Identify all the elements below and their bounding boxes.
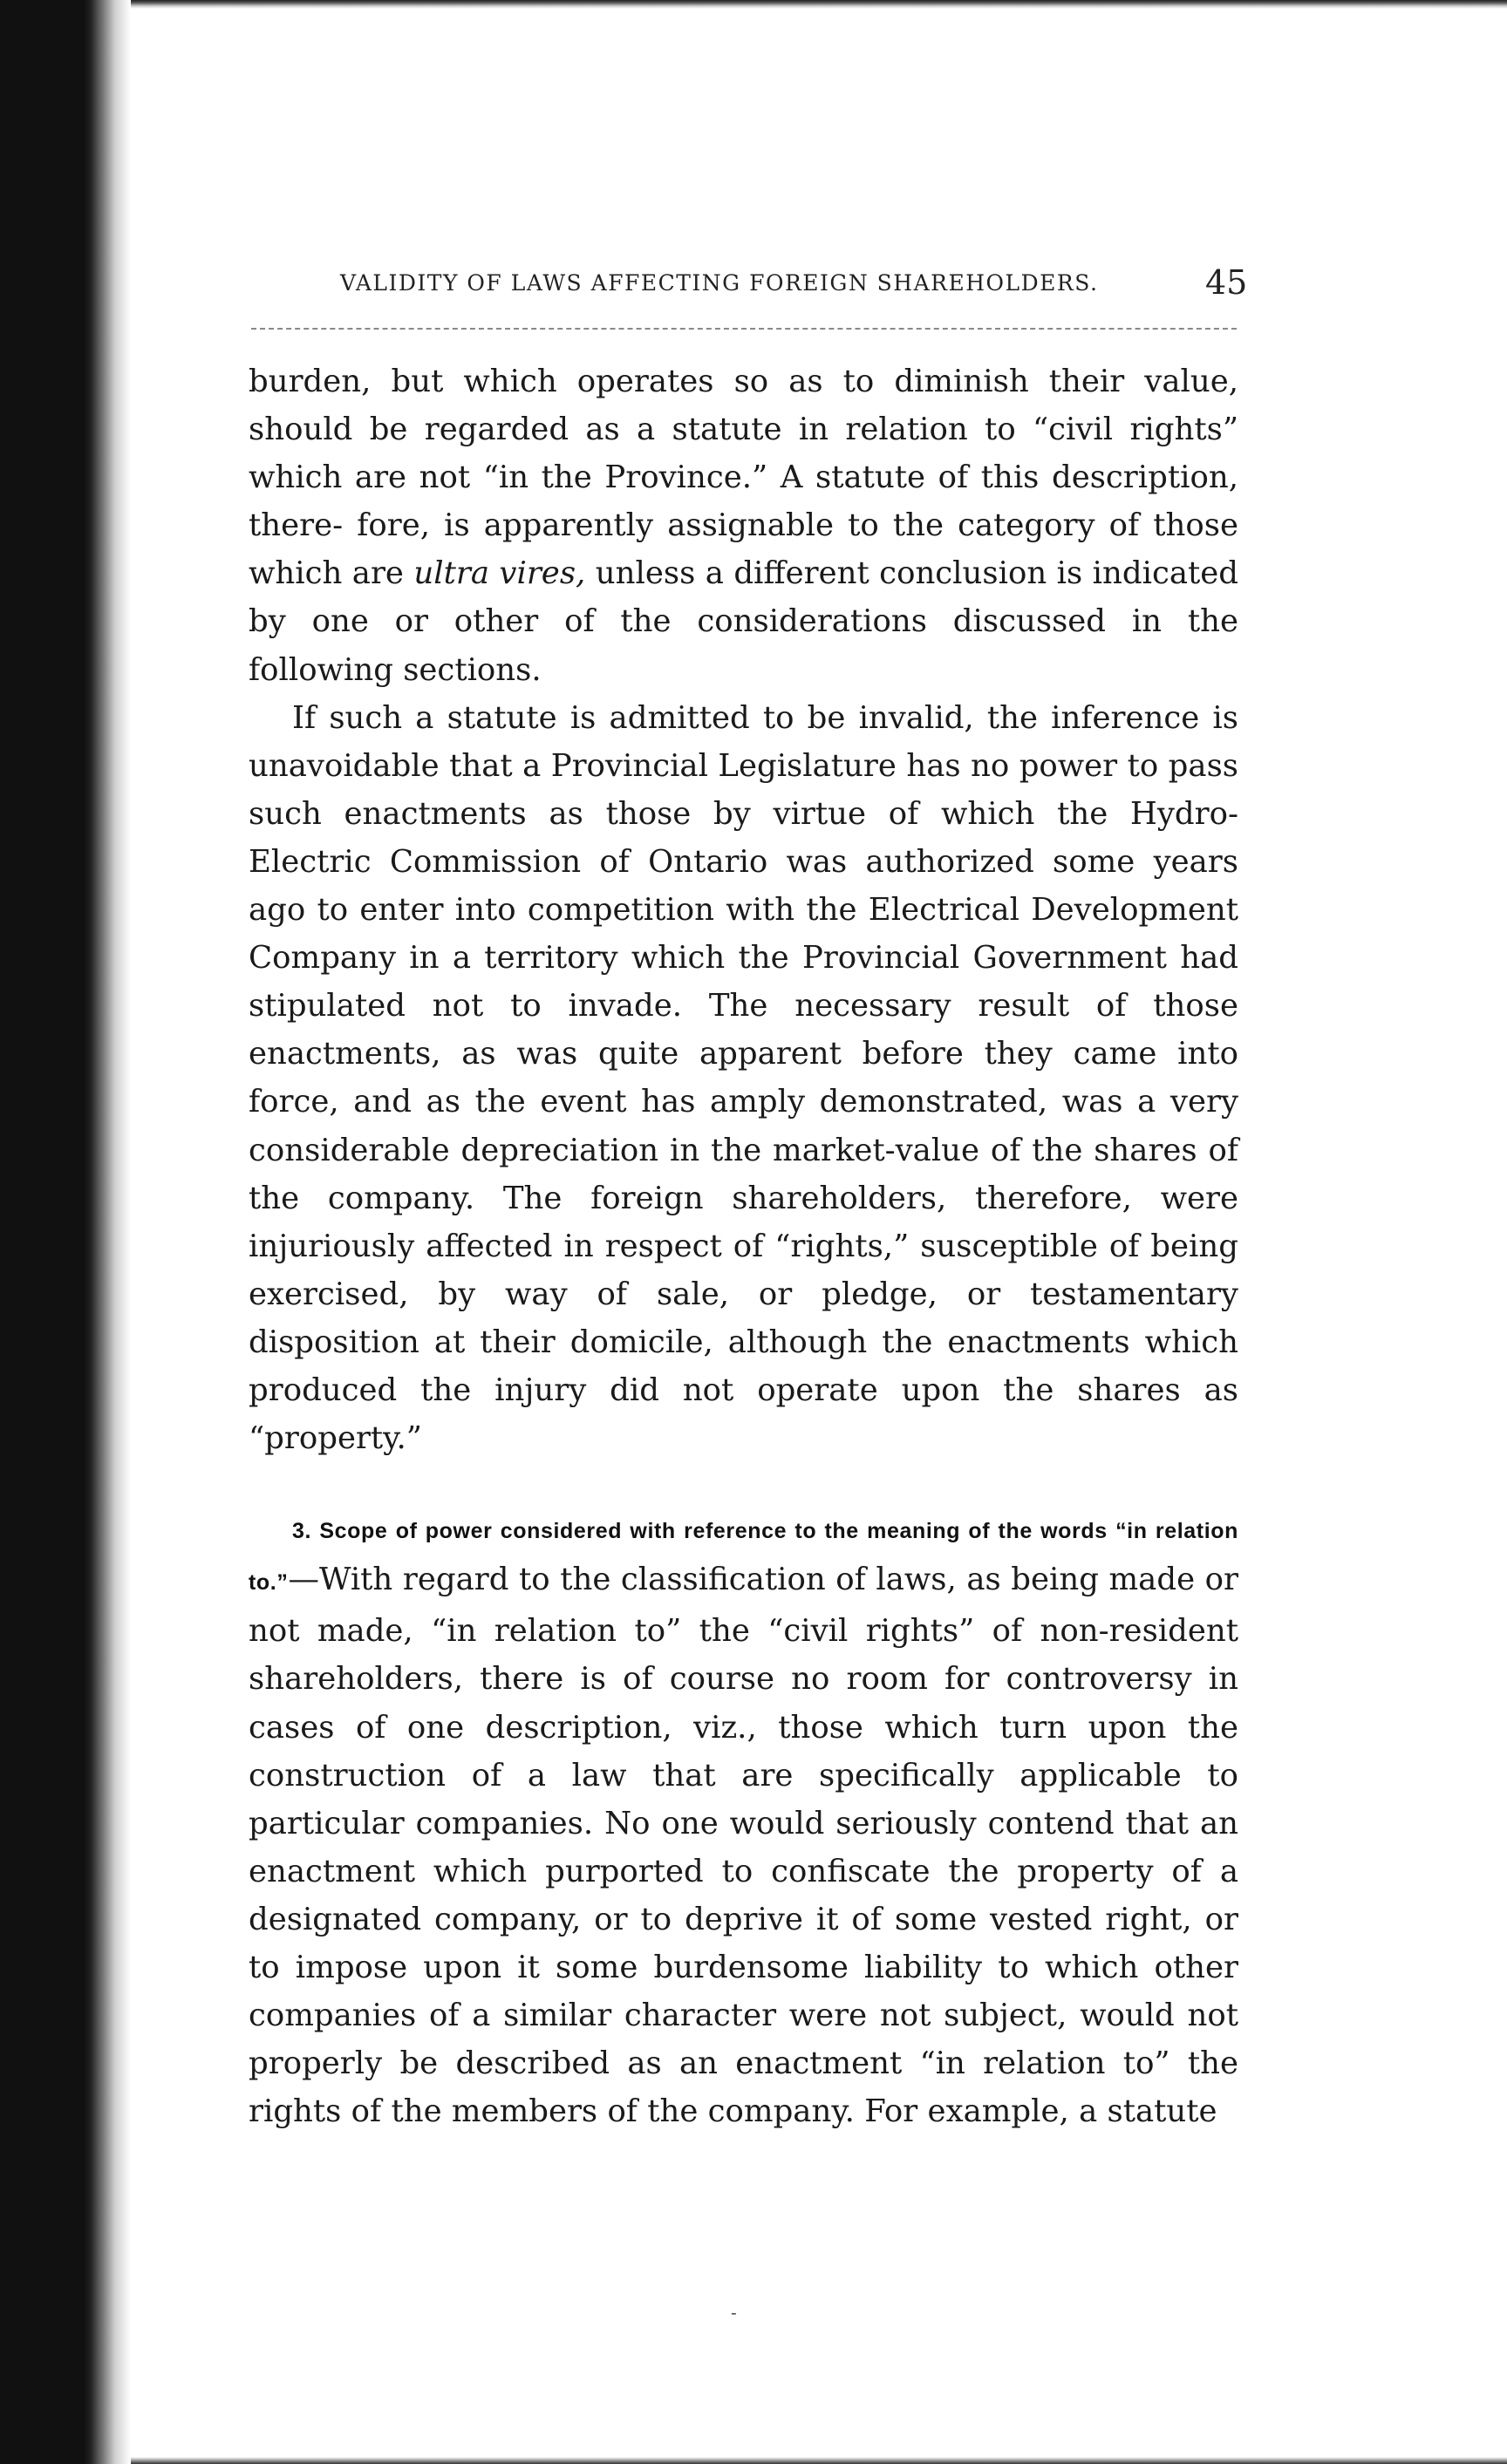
paragraph-1-italic: ultra vires, — [413, 555, 586, 592]
paragraph-2: If such a statute is admitted to be invalid, the inference is unavoidable that a Provincial Legislature has no power to pass such enactments as those by virtue of which the Hydro-Electric Commission of Ontario was authorized some years ago to enter into competition with the Electrical Development Company in a territory which the Provincial Government had stipulated not to invade. The necessary result of those enactments, as was quite apparent before they came into force, and as the event has amply demonstrated, was a very considerable depreciation in the market-value of the shares of the company. The foreign shareholders, therefore, were injuriously affected in respect of “rights,” susceptible of being exercised, by way of sale, or pledge, or testamentary disposition at their domicile, although the enactments which produced the injury did not operate upon the shares as “property.” — [249, 699, 1238, 1457]
section-heading: 3. Scope of power considered with reference to the meaning of the words “in relation to.” — [249, 1519, 1238, 1596]
scan-edge-top — [131, 0, 1507, 9]
paragraph-3 — [249, 1504, 1238, 2135]
running-title: VALIDITY OF LAWS AFFECTING FOREIGN SHAREHOLDERS. — [340, 270, 1099, 296]
paragraph-3-text: —With regard to the classification of laws, as being made or not made, “in relation to” the “civil rights” of non-resident shareholders, there is of course no room for controversy in cases of one description, viz., those which turn upon the construction of a law that are specifically applicable to particular companies. No one would seriously contend that an enactment which purported to confiscate the property of a designated company, or to deprive it of some vested right, or to impose upon it some burdensome liability to which other companies of a similar character were not subject, would not properly be described as an enactment “in relation to” the rights of the members of the company. For example, a statute — [249, 1562, 1238, 2130]
paragraph-1 — [249, 357, 1238, 694]
header-rule — [251, 328, 1237, 330]
scan-edge-left — [0, 0, 131, 2464]
scan-edge-bottom — [131, 2457, 1507, 2464]
bottom-dash-mark: - — [731, 2302, 737, 2323]
body-text — [249, 357, 1238, 2135]
paragraph-1-text-a: burden, but which operates so as to diminish their value, should be regarded as a statute in relation to “civil rights” which are not “in the Province.” A statute of this description, there- fore, is apparently assignable to the category of those which are — [249, 364, 1238, 592]
page-number: 45 — [1205, 263, 1248, 302]
paragraph-1-text-b: unless a different conclusion is indicated by one or other of the considerations discussed in the following sections. — [249, 555, 1238, 688]
